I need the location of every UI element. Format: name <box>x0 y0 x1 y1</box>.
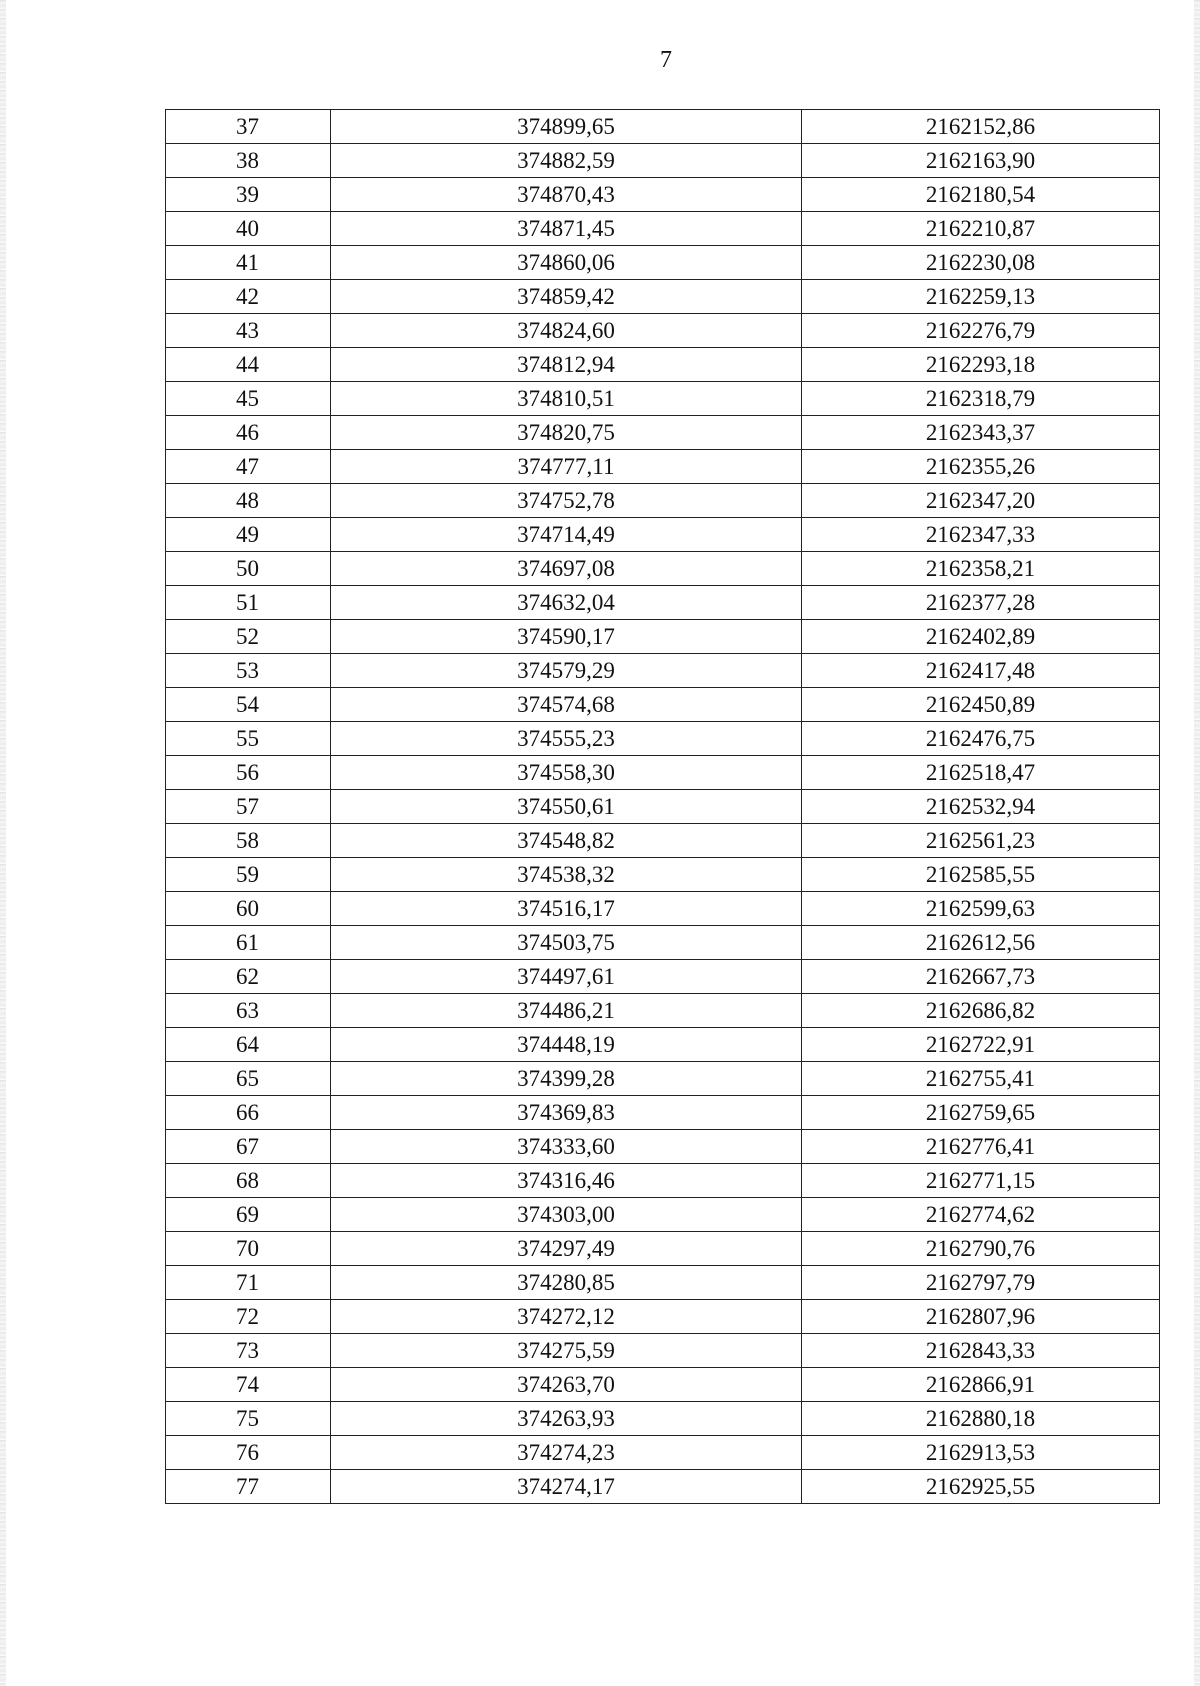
x-coordinate-cell: 374280,85 <box>331 1266 802 1300</box>
point-number-cell: 42 <box>166 280 331 314</box>
point-number-cell: 58 <box>166 824 331 858</box>
table-row <box>166 212 1160 246</box>
table-row <box>166 178 1160 212</box>
point-number-cell: 77 <box>166 1470 331 1504</box>
table-row <box>166 1266 1160 1300</box>
table-row <box>166 382 1160 416</box>
x-coordinate-cell: 374860,06 <box>331 246 802 280</box>
table-row <box>166 892 1160 926</box>
y-coordinate-cell: 2162343,37 <box>802 416 1160 450</box>
point-number-cell: 51 <box>166 586 331 620</box>
point-number-cell: 67 <box>166 1130 331 1164</box>
point-number-cell: 57 <box>166 790 331 824</box>
table-row <box>166 722 1160 756</box>
point-number-cell: 74 <box>166 1368 331 1402</box>
x-coordinate-cell: 374752,78 <box>331 484 802 518</box>
x-coordinate-cell: 374548,82 <box>331 824 802 858</box>
y-coordinate-cell: 2162776,41 <box>802 1130 1160 1164</box>
table-row <box>166 960 1160 994</box>
y-coordinate-cell: 2162807,96 <box>802 1300 1160 1334</box>
y-coordinate-cell: 2162774,62 <box>802 1198 1160 1232</box>
point-number-cell: 59 <box>166 858 331 892</box>
x-coordinate-cell: 374399,28 <box>331 1062 802 1096</box>
table-row <box>166 110 1160 144</box>
y-coordinate-cell: 2162866,91 <box>802 1368 1160 1402</box>
coordinates-table-body <box>166 110 1160 1504</box>
table-row <box>166 450 1160 484</box>
table-row <box>166 1436 1160 1470</box>
table-row <box>166 280 1160 314</box>
table-row <box>166 1028 1160 1062</box>
table-row <box>166 1368 1160 1402</box>
y-coordinate-cell: 2162230,08 <box>802 246 1160 280</box>
table-row <box>166 620 1160 654</box>
y-coordinate-cell: 2162667,73 <box>802 960 1160 994</box>
point-number-cell: 39 <box>166 178 331 212</box>
x-coordinate-cell: 374824,60 <box>331 314 802 348</box>
x-coordinate-cell: 374516,17 <box>331 892 802 926</box>
y-coordinate-cell: 2162722,91 <box>802 1028 1160 1062</box>
x-coordinate-cell: 374538,32 <box>331 858 802 892</box>
x-coordinate-cell: 374274,17 <box>331 1470 802 1504</box>
table-row <box>166 756 1160 790</box>
x-coordinate-cell: 374297,49 <box>331 1232 802 1266</box>
table-row <box>166 1096 1160 1130</box>
point-number-cell: 40 <box>166 212 331 246</box>
point-number-cell: 47 <box>166 450 331 484</box>
table-row <box>166 1470 1160 1504</box>
point-number-cell: 56 <box>166 756 331 790</box>
y-coordinate-cell: 2162585,55 <box>802 858 1160 892</box>
point-number-cell: 38 <box>166 144 331 178</box>
table-row <box>166 518 1160 552</box>
y-coordinate-cell: 2162358,21 <box>802 552 1160 586</box>
table-row <box>166 790 1160 824</box>
y-coordinate-cell: 2162417,48 <box>802 654 1160 688</box>
table-row <box>166 1232 1160 1266</box>
y-coordinate-cell: 2162532,94 <box>802 790 1160 824</box>
y-coordinate-cell: 2162925,55 <box>802 1470 1160 1504</box>
x-coordinate-cell: 374810,51 <box>331 382 802 416</box>
y-coordinate-cell: 2162561,23 <box>802 824 1160 858</box>
table-row <box>166 246 1160 280</box>
table-row <box>166 144 1160 178</box>
y-coordinate-cell: 2162797,79 <box>802 1266 1160 1300</box>
x-coordinate-cell: 374272,12 <box>331 1300 802 1334</box>
x-coordinate-cell: 374486,21 <box>331 994 802 1028</box>
x-coordinate-cell: 374555,23 <box>331 722 802 756</box>
x-coordinate-cell: 374448,19 <box>331 1028 802 1062</box>
table-row <box>166 654 1160 688</box>
x-coordinate-cell: 374882,59 <box>331 144 802 178</box>
x-coordinate-cell: 374697,08 <box>331 552 802 586</box>
y-coordinate-cell: 2162755,41 <box>802 1062 1160 1096</box>
y-coordinate-cell: 2162771,15 <box>802 1164 1160 1198</box>
table-row <box>166 484 1160 518</box>
y-coordinate-cell: 2162612,56 <box>802 926 1160 960</box>
x-coordinate-cell: 374870,43 <box>331 178 802 212</box>
point-number-cell: 46 <box>166 416 331 450</box>
table-row <box>166 1130 1160 1164</box>
x-coordinate-cell: 374859,42 <box>331 280 802 314</box>
point-number-cell: 64 <box>166 1028 331 1062</box>
point-number-cell: 76 <box>166 1436 331 1470</box>
table-row <box>166 1402 1160 1436</box>
table-row <box>166 824 1160 858</box>
y-coordinate-cell: 2162913,53 <box>802 1436 1160 1470</box>
point-number-cell: 53 <box>166 654 331 688</box>
x-coordinate-cell: 374558,30 <box>331 756 802 790</box>
y-coordinate-cell: 2162347,20 <box>802 484 1160 518</box>
x-coordinate-cell: 374263,70 <box>331 1368 802 1402</box>
point-number-cell: 70 <box>166 1232 331 1266</box>
y-coordinate-cell: 2162880,18 <box>802 1402 1160 1436</box>
y-coordinate-cell: 2162518,47 <box>802 756 1160 790</box>
x-coordinate-cell: 374590,17 <box>331 620 802 654</box>
y-coordinate-cell: 2162599,63 <box>802 892 1160 926</box>
point-number-cell: 69 <box>166 1198 331 1232</box>
scan-edge-right <box>1194 0 1200 1686</box>
table-row <box>166 586 1160 620</box>
table-row <box>166 1334 1160 1368</box>
point-number-cell: 55 <box>166 722 331 756</box>
x-coordinate-cell: 374550,61 <box>331 790 802 824</box>
table-row <box>166 314 1160 348</box>
y-coordinate-cell: 2162163,90 <box>802 144 1160 178</box>
table-row <box>166 348 1160 382</box>
table-row <box>166 994 1160 1028</box>
y-coordinate-cell: 2162790,76 <box>802 1232 1160 1266</box>
y-coordinate-cell: 2162318,79 <box>802 382 1160 416</box>
point-number-cell: 71 <box>166 1266 331 1300</box>
coordinates-table <box>165 109 1160 1504</box>
x-coordinate-cell: 374871,45 <box>331 212 802 246</box>
point-number-cell: 54 <box>166 688 331 722</box>
page-number: 7 <box>660 47 672 73</box>
table-row <box>166 1164 1160 1198</box>
point-number-cell: 43 <box>166 314 331 348</box>
point-number-cell: 72 <box>166 1300 331 1334</box>
x-coordinate-cell: 374503,75 <box>331 926 802 960</box>
y-coordinate-cell: 2162402,89 <box>802 620 1160 654</box>
x-coordinate-cell: 374316,46 <box>331 1164 802 1198</box>
y-coordinate-cell: 2162152,86 <box>802 110 1160 144</box>
y-coordinate-cell: 2162210,87 <box>802 212 1160 246</box>
y-coordinate-cell: 2162180,54 <box>802 178 1160 212</box>
y-coordinate-cell: 2162276,79 <box>802 314 1160 348</box>
x-coordinate-cell: 374497,61 <box>331 960 802 994</box>
point-number-cell: 37 <box>166 110 331 144</box>
table-row <box>166 552 1160 586</box>
point-number-cell: 65 <box>166 1062 331 1096</box>
point-number-cell: 61 <box>166 926 331 960</box>
x-coordinate-cell: 374303,00 <box>331 1198 802 1232</box>
point-number-cell: 52 <box>166 620 331 654</box>
table-row <box>166 688 1160 722</box>
x-coordinate-cell: 374714,49 <box>331 518 802 552</box>
point-number-cell: 41 <box>166 246 331 280</box>
point-number-cell: 73 <box>166 1334 331 1368</box>
x-coordinate-cell: 374574,68 <box>331 688 802 722</box>
table-row <box>166 858 1160 892</box>
point-number-cell: 62 <box>166 960 331 994</box>
point-number-cell: 63 <box>166 994 331 1028</box>
x-coordinate-cell: 374812,94 <box>331 348 802 382</box>
table-row <box>166 1300 1160 1334</box>
point-number-cell: 44 <box>166 348 331 382</box>
y-coordinate-cell: 2162259,13 <box>802 280 1160 314</box>
table-row <box>166 416 1160 450</box>
y-coordinate-cell: 2162355,26 <box>802 450 1160 484</box>
x-coordinate-cell: 374820,75 <box>331 416 802 450</box>
y-coordinate-cell: 2162759,65 <box>802 1096 1160 1130</box>
y-coordinate-cell: 2162347,33 <box>802 518 1160 552</box>
table-row <box>166 1062 1160 1096</box>
point-number-cell: 75 <box>166 1402 331 1436</box>
point-number-cell: 45 <box>166 382 331 416</box>
point-number-cell: 48 <box>166 484 331 518</box>
x-coordinate-cell: 374274,23 <box>331 1436 802 1470</box>
y-coordinate-cell: 2162686,82 <box>802 994 1160 1028</box>
point-number-cell: 60 <box>166 892 331 926</box>
y-coordinate-cell: 2162293,18 <box>802 348 1160 382</box>
x-coordinate-cell: 374333,60 <box>331 1130 802 1164</box>
y-coordinate-cell: 2162450,89 <box>802 688 1160 722</box>
x-coordinate-cell: 374263,93 <box>331 1402 802 1436</box>
x-coordinate-cell: 374632,04 <box>331 586 802 620</box>
scan-edge-left <box>0 0 6 1686</box>
point-number-cell: 68 <box>166 1164 331 1198</box>
point-number-cell: 50 <box>166 552 331 586</box>
x-coordinate-cell: 374899,65 <box>331 110 802 144</box>
table-row <box>166 926 1160 960</box>
y-coordinate-cell: 2162377,28 <box>802 586 1160 620</box>
x-coordinate-cell: 374275,59 <box>331 1334 802 1368</box>
y-coordinate-cell: 2162476,75 <box>802 722 1160 756</box>
y-coordinate-cell: 2162843,33 <box>802 1334 1160 1368</box>
point-number-cell: 49 <box>166 518 331 552</box>
x-coordinate-cell: 374579,29 <box>331 654 802 688</box>
x-coordinate-cell: 374777,11 <box>331 450 802 484</box>
point-number-cell: 66 <box>166 1096 331 1130</box>
x-coordinate-cell: 374369,83 <box>331 1096 802 1130</box>
table-row <box>166 1198 1160 1232</box>
